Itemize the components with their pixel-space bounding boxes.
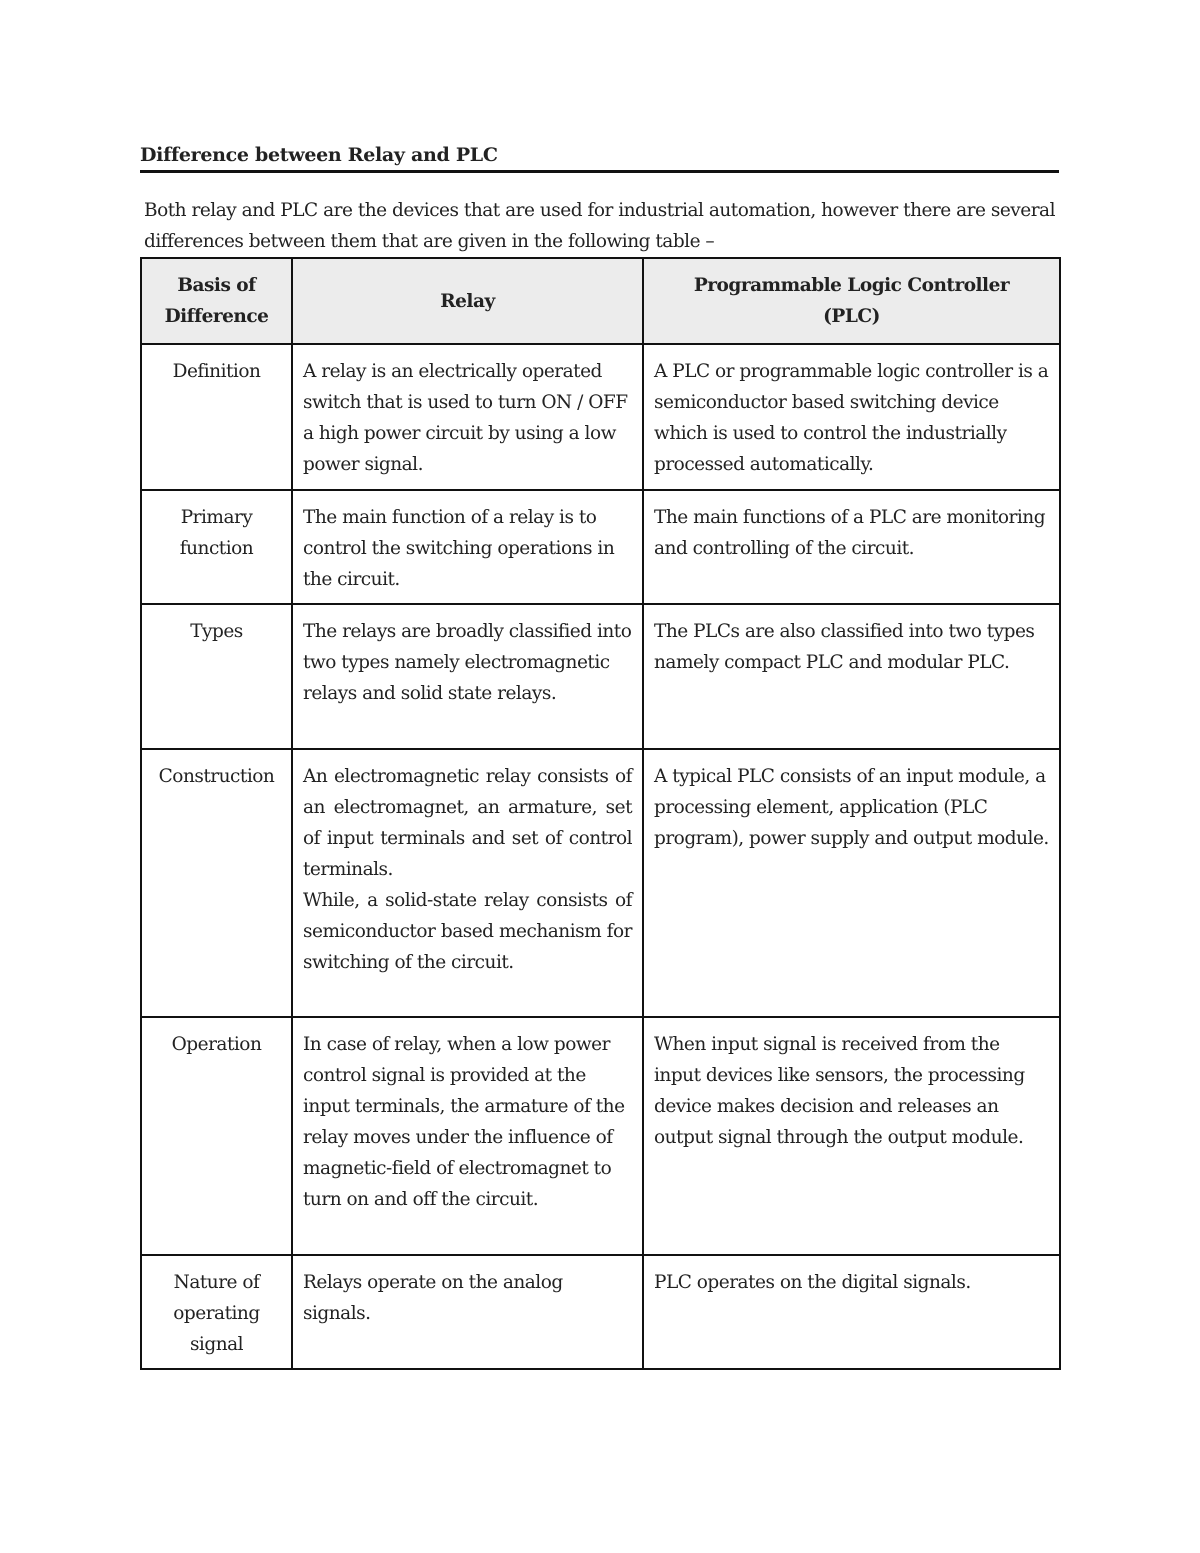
row-relay-part-1: An electromagnetic relay consists of an electromagnet, an armature, set of input terminals and set of control terminals.	[303, 766, 632, 880]
document-page	[140, 140, 1059, 1355]
row-basis: Primary function	[141, 490, 292, 604]
row-plc: A PLC or programmable logic controller is a semiconductor based switching device which is used to control the industrially processed automatically.	[643, 344, 1060, 490]
row-relay: Relays operate on the analog signals.	[292, 1255, 643, 1369]
row-basis: Operation	[141, 1017, 292, 1255]
row-plc: A typical PLC consists of an input module, a processing element, application (PLC program), power supply and output module.	[643, 749, 1060, 1017]
row-basis: Construction	[141, 749, 292, 1017]
row-relay	[292, 749, 643, 1017]
header-basis: Basis of Difference	[141, 258, 292, 344]
row-plc: The PLCs are also classified into two types namely compact PLC and modular PLC.	[643, 604, 1060, 749]
table-row-construction	[141, 749, 1060, 1017]
table-header-row	[141, 258, 1060, 344]
table-row-definition	[141, 344, 1060, 490]
row-basis: Definition	[141, 344, 292, 490]
row-basis: Nature of operating signal	[141, 1255, 292, 1369]
header-plc: Programmable Logic Controller (PLC)	[643, 258, 1060, 344]
table-row-nature-of-operating-signal	[141, 1255, 1060, 1369]
row-plc: When input signal is received from the input devices like sensors, the processing device makes decision and releases an output signal through the output module.	[643, 1017, 1060, 1255]
row-relay: The relays are broadly classified into two types namely electromagnetic relays and solid state relays.	[292, 604, 643, 749]
table-row-types	[141, 604, 1060, 749]
row-plc: PLC operates on the digital signals.	[643, 1255, 1060, 1369]
row-basis: Types	[141, 604, 292, 749]
table-row-operation	[141, 1017, 1060, 1255]
row-relay: A relay is an electrically operated switch that is used to turn ON / OFF a high power circuit by using a low power signal.	[292, 344, 643, 490]
row-relay-part-2: While, a solid-state relay consists of semiconductor based mechanism for switching of the circuit.	[303, 890, 632, 973]
row-relay: In case of relay, when a low power control signal is provided at the input terminals, the armature of the relay moves under the influence of magnetic-field of electromagnet to turn on and off the circuit.	[292, 1017, 643, 1255]
header-relay: Relay	[292, 258, 643, 344]
row-plc: The main functions of a PLC are monitoring and controlling of the circuit.	[643, 490, 1060, 604]
document-title: Difference between Relay and PLC	[140, 140, 1059, 173]
intro-paragraph: Both relay and PLC are the devices that are used for industrial automation, however there are several differences between them that are given in the following table –	[144, 200, 1055, 252]
comparison-table	[140, 257, 1061, 1370]
row-relay: The main function of a relay is to control the switching operations in the circuit.	[292, 490, 643, 604]
table-row-primary-function	[141, 490, 1060, 604]
